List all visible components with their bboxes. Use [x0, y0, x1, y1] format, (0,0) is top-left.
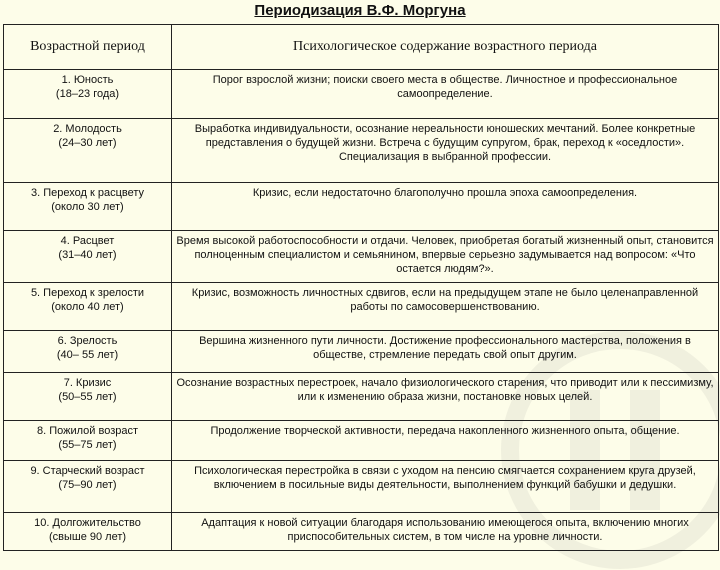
header-period: Возрастной период	[4, 25, 172, 70]
page-title-text: Периодизация В.Ф. Моргуна	[254, 2, 466, 19]
table-row	[4, 119, 719, 183]
content-cell: Время высокой работоспособности и отдачи. Человек, приобретая богатый жизненный опыт, становится полноценным специалистом и семьянином, впервые серьезно задумывается над вопросом: «Что остается людям?».	[172, 231, 719, 283]
period-cell: 9. Старческий возраст (75–90 лет)	[4, 461, 172, 513]
periodization-table	[3, 24, 719, 551]
period-cell: 5. Переход к зрелости (около 40 лет)	[4, 283, 172, 331]
period-cell: 7. Кризис (50–55 лет)	[4, 373, 172, 421]
table-header-row	[4, 25, 719, 70]
content-cell: Психологическая перестройка в связи с уходом на пенсию смягчается сохранением круга друзей, включением в посильные виды деятельности, выполнением функций бабушки и дедушки.	[172, 461, 719, 513]
period-cell: 4. Расцвет (31–40 лет)	[4, 231, 172, 283]
table-row	[4, 373, 719, 421]
content-cell: Порог взрослой жизни; поиски своего места в обществе. Личностное и профессиональное самоопределение.	[172, 70, 719, 119]
table-row	[4, 70, 719, 119]
page-title	[0, 0, 720, 22]
period-cell: 2. Молодость (24–30 лет)	[4, 119, 172, 183]
content-cell: Адаптация к новой ситуации благодаря использованию имеющегося опыта, включению многих приспособительных систем, в том числе на уровне личности.	[172, 513, 719, 551]
content-cell: Выработка индивидуальности, осознание нереальности юношеских мечтаний. Более конкретные представления о будущей жизни. Встреча с будущим супругом, брак, переход к «оседлости». Специализация в выбранной профессии.	[172, 119, 719, 183]
content-cell: Кризис, если недостаточно благополучно прошла эпоха самоопределения.	[172, 183, 719, 231]
period-cell: 10. Долгожительство (свыше 90 лет)	[4, 513, 172, 551]
header-content: Психологическое содержание возрастного периода	[172, 25, 719, 70]
table-row	[4, 421, 719, 461]
table-row	[4, 283, 719, 331]
table-row	[4, 231, 719, 283]
table-row	[4, 461, 719, 513]
period-cell: 1. Юность (18–23 года)	[4, 70, 172, 119]
period-cell: 8. Пожилой возраст (55–75 лет)	[4, 421, 172, 461]
content-cell: Продолжение творческой активности, передача накопленного жизненного опыта, общение.	[172, 421, 719, 461]
table-row	[4, 183, 719, 231]
table-body	[4, 70, 719, 551]
table-row	[4, 331, 719, 373]
content-cell: Вершина жизненного пути личности. Достижение профессионального мастерства, положения в обществе, стремление передать свой опыт другим.	[172, 331, 719, 373]
content-cell: Кризис, возможность личностных сдвигов, если на предыдущем этапе не было целенаправленной работы по самосовершенствованию.	[172, 283, 719, 331]
period-cell: 3. Переход к расцвету (около 30 лет)	[4, 183, 172, 231]
content-cell: Осознание возрастных перестроек, начало физиологического старения, что приводит или к пессимизму, или к изменению образа жизни, постановке новых целей.	[172, 373, 719, 421]
table-row	[4, 513, 719, 551]
period-cell: 6. Зрелость (40– 55 лет)	[4, 331, 172, 373]
